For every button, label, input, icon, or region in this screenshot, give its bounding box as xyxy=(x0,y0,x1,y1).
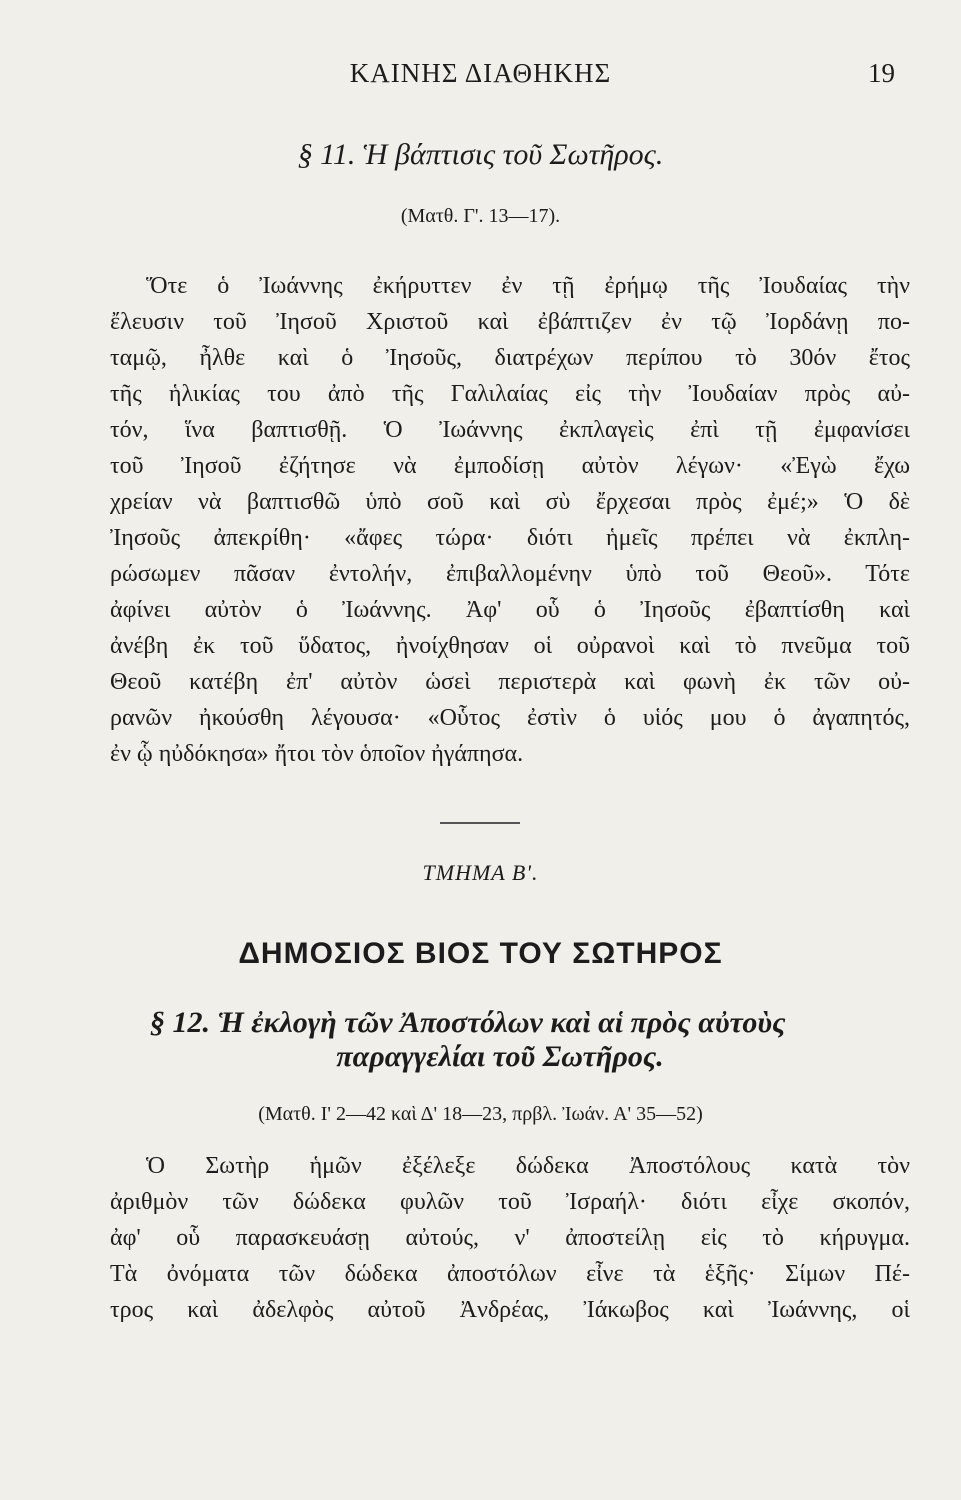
section-12-heading xyxy=(150,1006,920,1074)
section-11-heading: § 11. Ἡ βάπτισις τοῦ Σωτῆρος. xyxy=(297,138,664,171)
section-12-heading-line-1: § 12. Ἡ ἐκλογὴ τῶν Ἀποστόλων καὶ αἱ πρὸς αὐτοὺς xyxy=(150,1006,786,1039)
text-line: τῆς ἡλικίας του ἀπὸ τῆς Γαλιλαίας εἰς τὴν Ἰουδαίαν πρὸς αὐ- xyxy=(110,381,910,407)
text-line: ἔλευσιν τοῦ Ἰησοῦ Χριστοῦ καὶ ἐβάπτιζεν ἐν τῷ Ἰορδάνῃ πο- xyxy=(110,309,910,335)
text-line: ρανῶν ἠκούσθη λέγουσα· «Οὗτος ἐστὶν ὁ υἱός μου ὁ ἀγαπητός, xyxy=(110,705,910,731)
section-12-heading-line-2: παραγγελίαι τοῦ Σωτῆρος. xyxy=(336,1040,664,1073)
text-line: χρείαν νὰ βαπτισθῶ ὑπὸ σοῦ καὶ σὺ ἔρχεσαι πρὸς ἐμέ;» Ὁ δὲ xyxy=(110,489,910,515)
section-11-body xyxy=(110,268,910,772)
text-line: τρος καὶ ἀδελφὸς αὐτοῦ Ἀνδρέας, Ἰάκωβος καὶ Ἰωάννης, οἱ xyxy=(110,1297,910,1323)
text-line: ἀφ' οὗ παρασκευάσῃ αὐτούς, ν' ἀποστείλῃ εἰς τὸ κήρυγμα. xyxy=(110,1225,910,1251)
text-line: Ἰησοῦς ἀπεκρίθη· «ἄφες τώρα· διότι ἡμεῖς πρέπει νὰ ἐκπλη- xyxy=(110,525,910,551)
page-number: 19 xyxy=(868,58,895,88)
text-line: ἀνέβη ἐκ τοῦ ὕδατος, ἠνοίχθησαν οἱ οὐρανοὶ καὶ τὸ πνεῦμα τοῦ xyxy=(110,633,910,659)
running-title: ΚΑΙΝΗΣ ΔΙΑΘΗΚΗΣ xyxy=(349,58,612,88)
text-line: Τὰ ὀνόματα τῶν δώδεκα ἀποστόλων εἶνε τὰ ἑξῆς· Σίμων Πέ- xyxy=(110,1261,910,1287)
section-12-body xyxy=(110,1148,910,1328)
section-12-reference: (Ματθ. Ι' 2—42 καὶ Δ' 18—23, πρβλ. Ἰωάν. Α' 35—52) xyxy=(258,1103,703,1125)
text-line: τοῦ Ἰησοῦ ἐζήτησε νὰ ἐμποδίσῃ αὐτὸν λέγων· «Ἐγὼ ἔχω xyxy=(110,453,910,479)
text-line: ἀριθμὸν τῶν δώδεκα φυλῶν τοῦ Ἰσραήλ· διότι εἶχε σκοπόν, xyxy=(110,1189,910,1215)
text-line: Ὁ Σωτὴρ ἡμῶν ἐξέλεξε δώδεκα Ἀποστόλους κατὰ τὸν xyxy=(146,1153,910,1179)
text-line: ταμῷ, ἦλθε καὶ ὁ Ἰησοῦς, διατρέχων περίπου τὸ 30όν ἔτος xyxy=(110,345,910,371)
part-title: ΔΗΜΟΣΙΟΣ ΒΙΟΣ ΤΟΥ ΣΩΤΗΡΟΣ xyxy=(238,937,723,970)
text-line: ἀφίνει αὐτὸν ὁ Ἰωάννης. Ἀφ' οὗ ὁ Ἰησοῦς ἐβαπτίσθη καὶ xyxy=(110,597,910,623)
section-divider xyxy=(440,822,520,824)
section-11-reference: (Ματθ. Γ'. 13—17). xyxy=(400,205,561,227)
text-line: ἐν ᾧ ηὐδόκησα» ἤτοι τὸν ὁποῖον ἠγάπησα. xyxy=(110,741,524,767)
text-line: ρώσωμεν πᾶσαν ἐντολήν, ἐπιβαλλομένην ὑπὸ τοῦ Θεοῦ». Τότε xyxy=(110,561,910,587)
text-line: Θεοῦ κατέβη ἐπ' αὐτὸν ὡσεὶ περιστερὰ καὶ φωνὴ ἐκ τῶν οὐ- xyxy=(110,669,910,695)
text-line: Ὅτε ὁ Ἰωάννης ἐκήρυττεν ἐν τῇ ἐρήμῳ τῆς Ἰουδαίας τὴν xyxy=(146,273,910,299)
part-label: ΤΜΗΜΑ Β'. xyxy=(422,860,539,885)
text-line: τόν, ἵνα βαπτισθῇ. Ὁ Ἰωάννης ἐκπλαγεὶς ἐπὶ τῇ ἐμφανίσει xyxy=(110,417,910,443)
